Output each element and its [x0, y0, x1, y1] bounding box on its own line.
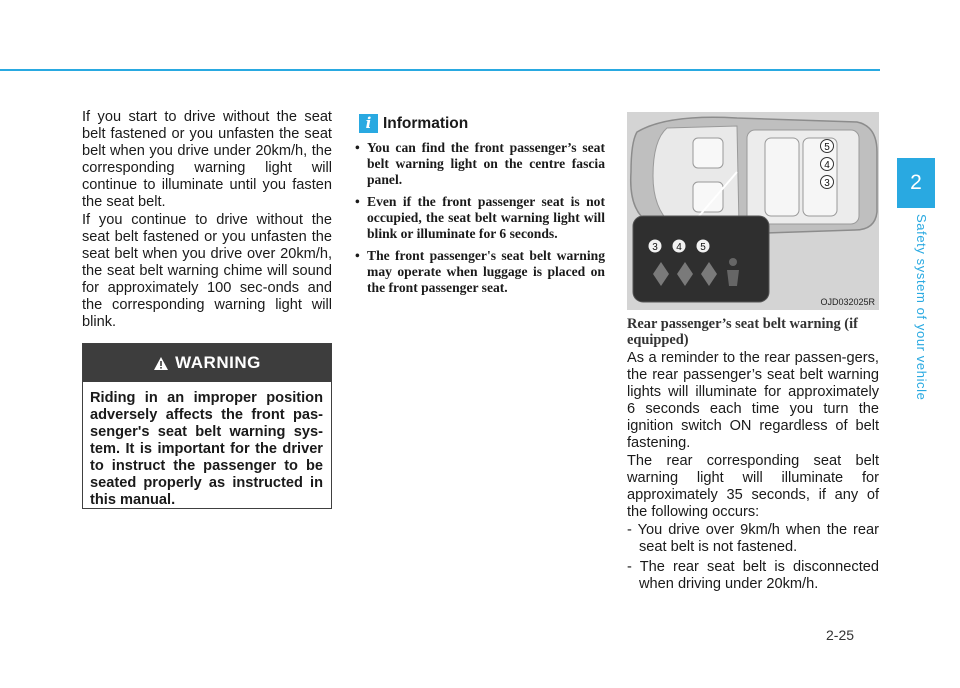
warning-triangle-icon [153, 356, 169, 371]
info-item: • You can find the front passenger’s seat belt warning light on the centre fascia panel. [352, 140, 605, 188]
indicator-label: 4 [676, 242, 682, 253]
seat-label: 3 [824, 178, 830, 189]
warning-header [83, 344, 331, 382]
warning-title: WARNING [175, 353, 261, 372]
figure-caption: OJD032025R [820, 297, 875, 307]
info-list [352, 140, 605, 302]
chapter-tab[interactable]: 2 [897, 158, 935, 208]
rear-paragraph-2: The rear corresponding seat belt warning light will illuminate for approximately 35 seconds, if any of the following occurs: [627, 453, 879, 520]
seat-label: 5 [824, 142, 830, 153]
header-rule [0, 69, 880, 71]
chapter-title: Safety system of your vehicle [914, 214, 929, 401]
rear-paragraph-1: As a reminder to the rear passen-gers, the rear passenger’s seat belt warning lights will illuminate for approximately 6 seconds each time you turn the ignition switch ON regardless of belt fastening. [627, 350, 879, 451]
info-item: • Even if the front passenger seat is not occupied, the seat belt warning light will blink or illuminate for 6 seconds. [352, 194, 605, 242]
rear-condition-item: - You drive over 9km/h when the rear seat belt is not fastened. [627, 522, 879, 555]
rear-section-heading: Rear passenger’s seat belt warning (if equipped) [627, 316, 858, 348]
paragraph-below-20kmh: If you start to drive without the seat belt fastened or you unfasten the seat belt when you drive under 20km/h, the corresponding warning light will continue to illuminate until you fasten the seat belt. [82, 109, 332, 210]
info-icon: i [359, 114, 378, 133]
indicator-label: 3 [652, 242, 658, 253]
rear-condition-item: - The rear seat belt is disconnected when driving under 20km/h. [627, 559, 879, 592]
info-item: • The front passenger's seat belt warning may operate when luggage is placed on the front passenger seat. [352, 248, 605, 296]
warning-body: Riding in an improper position adversely affects the front pas-senger's seat belt warning sys-tem. It is important for the driver to instruct the passenger to be seated properly as instructed in this manual. [90, 390, 323, 508]
seat-belt-figure [627, 112, 879, 310]
car-interior-illustration [627, 112, 879, 310]
seat-label: 4 [824, 160, 830, 171]
paragraph-over-20kmh: If you continue to drive without the seat belt fastened or you unfasten the seat belt when you drive over 20km/h, the seat belt warning chime will sound for approximately 100 sec-onds and the corresponding warning light will blink. [82, 212, 332, 330]
indicator-label: 5 [700, 242, 706, 253]
warning-box [82, 343, 332, 509]
page-number: 2-25 [826, 627, 855, 643]
info-title: Information [383, 115, 469, 132]
